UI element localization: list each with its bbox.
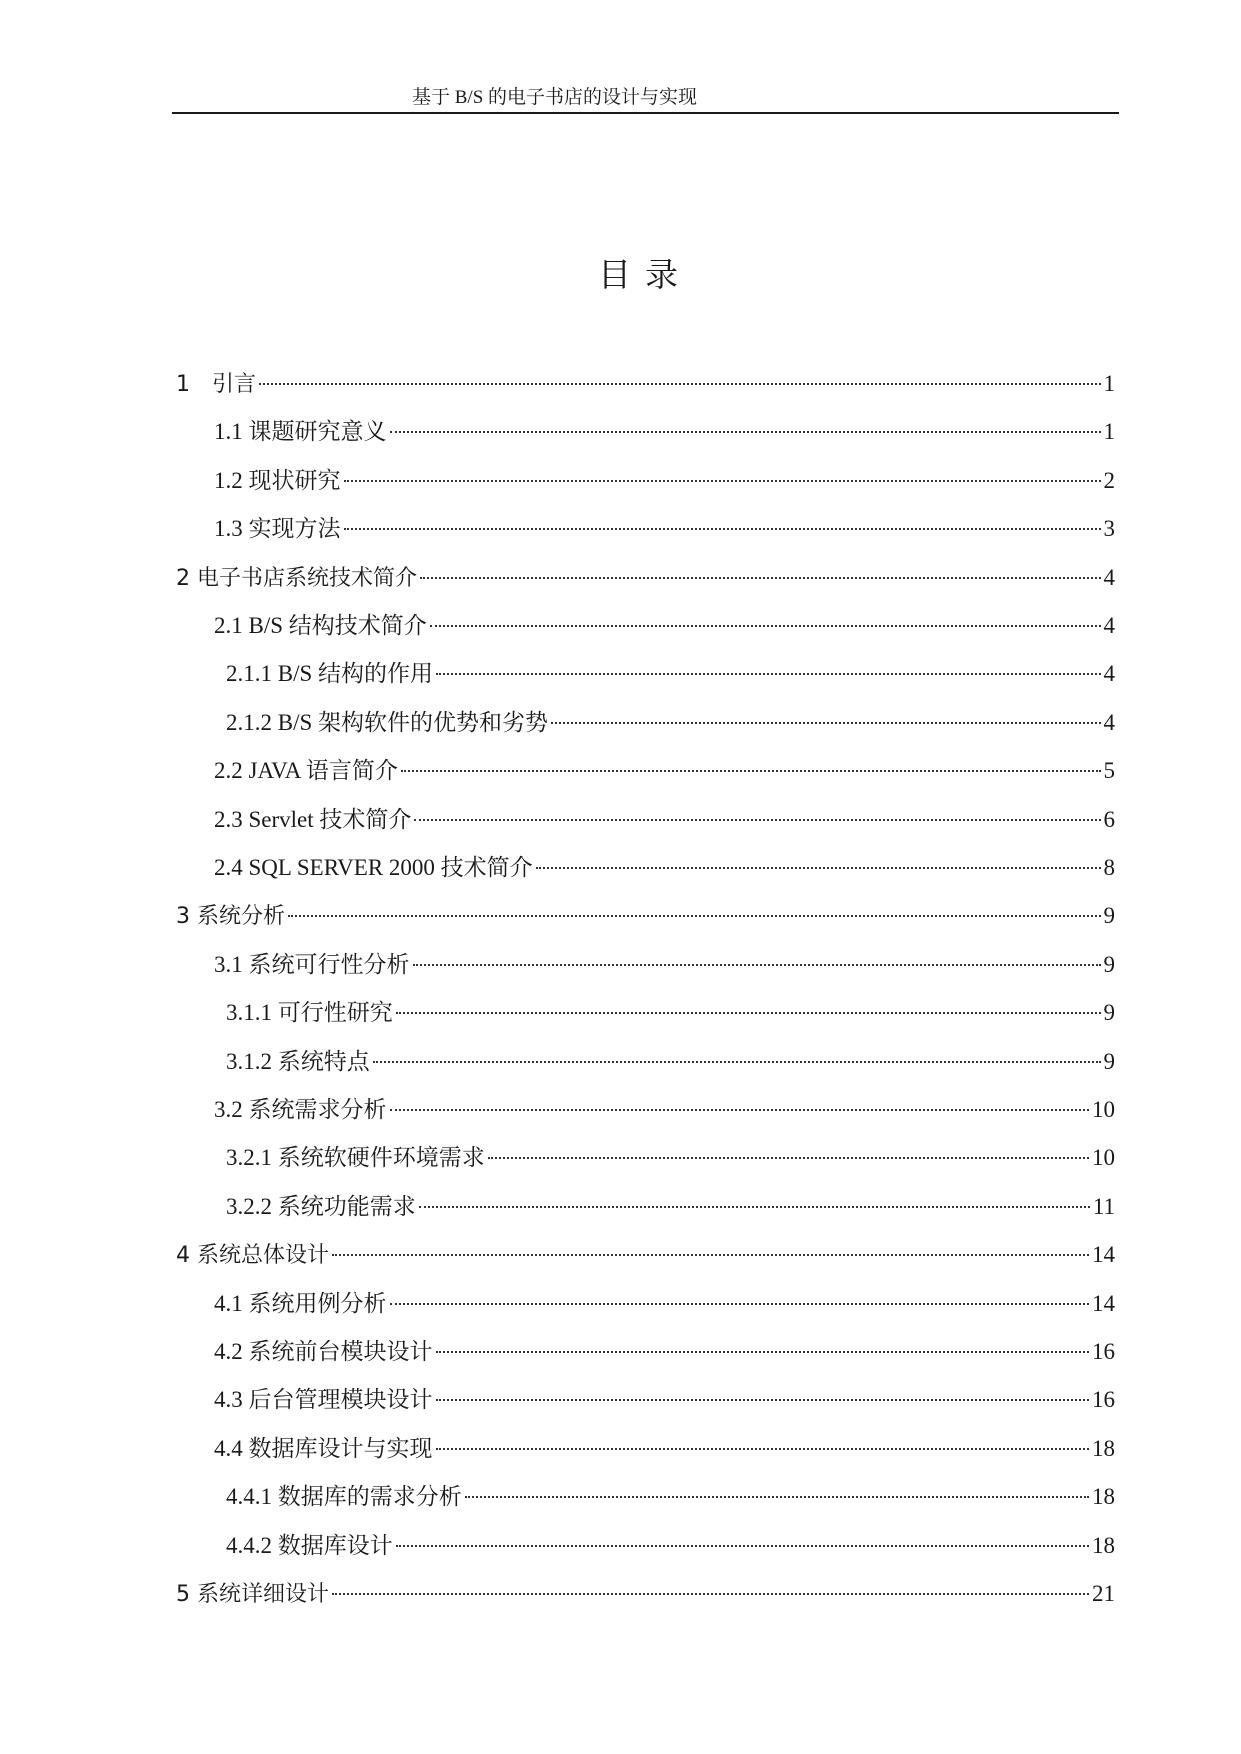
toc-entry-label: 4.2 系统前台模块设计 (214, 1339, 433, 1364)
toc-dot-leader (436, 1351, 1090, 1353)
toc-entry-label: 1.3 实现方法 (214, 516, 341, 541)
toc-entry[interactable] (214, 465, 1115, 497)
toc-entry-label: 2.4 SQL SERVER 2000 技术简介 (214, 855, 533, 880)
toc-entry[interactable] (214, 1433, 1115, 1465)
toc-entry-label: 1 引言 (176, 372, 256, 397)
toc-dot-leader (436, 1399, 1090, 1401)
toc-entry[interactable] (226, 658, 1115, 690)
toc-entry-page: 18 (1092, 1484, 1115, 1509)
toc-entry-page: 18 (1092, 1436, 1115, 1461)
toc-entry-label: 3.2.1 系统软硬件环境需求 (226, 1145, 485, 1170)
toc-entry-label: 2.1.1 B/S 结构的作用 (226, 661, 434, 686)
toc-dot-leader (536, 867, 1101, 869)
toc-dot-leader (396, 1545, 1089, 1547)
toc-entry-label: 3.1 系统可行性分析 (214, 952, 410, 977)
toc-entry-page: 14 (1092, 1242, 1115, 1267)
toc-entry-label: 4.4.1 数据库的需求分析 (226, 1484, 462, 1509)
toc-dot-leader (465, 1496, 1089, 1498)
toc-entry-label: 4 系统总体设计 (176, 1243, 329, 1268)
toc-entry[interactable] (214, 1094, 1115, 1126)
running-header: 基于 B/S 的电子书店的设计与实现 (412, 87, 698, 108)
toc-entry-page: 9 (1103, 903, 1115, 928)
toc-entry-page: 3 (1103, 516, 1115, 541)
toc-dot-leader (288, 915, 1101, 917)
toc-entry-page: 10 (1092, 1145, 1115, 1170)
toc-entry[interactable] (214, 852, 1115, 884)
toc-dot-leader (420, 577, 1101, 579)
toc-entry[interactable] (226, 1481, 1115, 1513)
toc-dot-leader (414, 819, 1100, 821)
toc-entry[interactable] (176, 562, 1115, 594)
toc-entry[interactable] (226, 997, 1115, 1029)
toc-entry-page: 4 (1103, 710, 1115, 735)
toc-entry[interactable] (214, 949, 1115, 981)
toc-entry-label: 4.1 系统用例分析 (214, 1291, 387, 1316)
toc-entry-label: 5 系统详细设计 (176, 1582, 329, 1607)
toc-entry-label: 4.4.2 数据库设计 (226, 1533, 393, 1558)
toc-entry[interactable] (214, 513, 1115, 545)
toc-entry-page: 1 (1103, 419, 1115, 444)
toc-dot-leader (551, 722, 1100, 724)
toc-dot-leader (373, 1061, 1101, 1063)
toc-entry-page: 6 (1103, 807, 1115, 832)
toc-entry-label: 2.2 JAVA 语言简介 (214, 758, 398, 783)
toc-dot-leader (344, 528, 1101, 530)
toc-entry-page: 21 (1092, 1581, 1115, 1606)
toc-entry[interactable] (176, 1239, 1115, 1271)
toc-entry-page: 9 (1103, 952, 1115, 977)
toc-entry-label: 2 电子书店系统技术简介 (176, 566, 417, 591)
toc-entry-label: 2.3 Servlet 技术简介 (214, 807, 412, 832)
toc-entry-label: 3.1.1 可行性研究 (226, 1000, 393, 1025)
toc-entry-label: 3.2.2 系统功能需求 (226, 1194, 416, 1219)
toc-entry-page: 14 (1092, 1291, 1115, 1316)
toc-dot-leader (413, 964, 1101, 966)
toc-dot-leader (344, 480, 1101, 482)
toc-entry-page: 9 (1103, 1000, 1115, 1025)
toc-entry-label: 2.1.2 B/S 架构软件的优势和劣势 (226, 710, 549, 735)
toc-entry-label: 2.1 B/S 结构技术简介 (214, 613, 427, 638)
toc-dot-leader (436, 1448, 1090, 1450)
toc-dot-leader (419, 1206, 1090, 1208)
toc-entry-label: 3.2 系统需求分析 (214, 1097, 387, 1122)
toc-dot-leader (430, 625, 1101, 627)
toc-entry[interactable] (214, 1288, 1115, 1320)
toc-dot-leader (259, 383, 1101, 385)
toc-dot-leader (401, 770, 1101, 772)
toc-title: 目录 (598, 255, 692, 294)
toc-entry-label: 1.2 现状研究 (214, 468, 341, 493)
toc-entry-page: 2 (1103, 468, 1115, 493)
toc-entry[interactable] (226, 1046, 1115, 1078)
toc-dot-leader (332, 1593, 1089, 1595)
toc-entry[interactable] (214, 610, 1115, 642)
toc-entry[interactable] (226, 1530, 1115, 1562)
toc-entry-page: 8 (1103, 855, 1115, 880)
toc-entry[interactable] (226, 707, 1115, 739)
toc-entry-page: 1 (1103, 371, 1115, 396)
toc-entry-page: 4 (1103, 565, 1115, 590)
toc-dot-leader (390, 1303, 1090, 1305)
toc-entry-page: 9 (1103, 1049, 1115, 1074)
toc-entry[interactable] (214, 416, 1115, 448)
toc-entry[interactable] (176, 368, 1115, 400)
toc-entry-page: 18 (1092, 1533, 1115, 1558)
toc-entry[interactable] (214, 804, 1115, 836)
toc-entry-page: 4 (1103, 613, 1115, 638)
toc-entry-label: 1.1 课题研究意义 (214, 419, 387, 444)
toc-dot-leader (436, 673, 1100, 675)
toc-dot-leader (396, 1012, 1101, 1014)
toc-entry[interactable] (214, 755, 1115, 787)
toc-entry[interactable] (226, 1191, 1115, 1223)
toc-entry-label: 4.4 数据库设计与实现 (214, 1436, 433, 1461)
toc-entry-page: 16 (1092, 1387, 1115, 1412)
toc-dot-leader (488, 1157, 1089, 1159)
toc-dot-leader (332, 1254, 1089, 1256)
toc-entry[interactable] (214, 1336, 1115, 1368)
toc-entry[interactable] (176, 1578, 1115, 1610)
toc-entry[interactable] (214, 1384, 1115, 1416)
toc-dot-leader (390, 1109, 1090, 1111)
toc-entry-label: 3.1.2 系统特点 (226, 1049, 370, 1074)
toc-entry-page: 5 (1103, 758, 1115, 783)
toc-entry-page: 4 (1103, 661, 1115, 686)
toc-entry-page: 16 (1092, 1339, 1115, 1364)
toc-entry[interactable] (176, 900, 1115, 932)
toc-entry-page: 10 (1092, 1097, 1115, 1122)
toc-entry-label: 4.3 后台管理模块设计 (214, 1387, 433, 1412)
toc-entry[interactable] (226, 1142, 1115, 1174)
toc-dot-leader (390, 431, 1101, 433)
toc-entry-page: 11 (1092, 1194, 1115, 1219)
toc-entry-label: 3 系统分析 (176, 904, 285, 929)
